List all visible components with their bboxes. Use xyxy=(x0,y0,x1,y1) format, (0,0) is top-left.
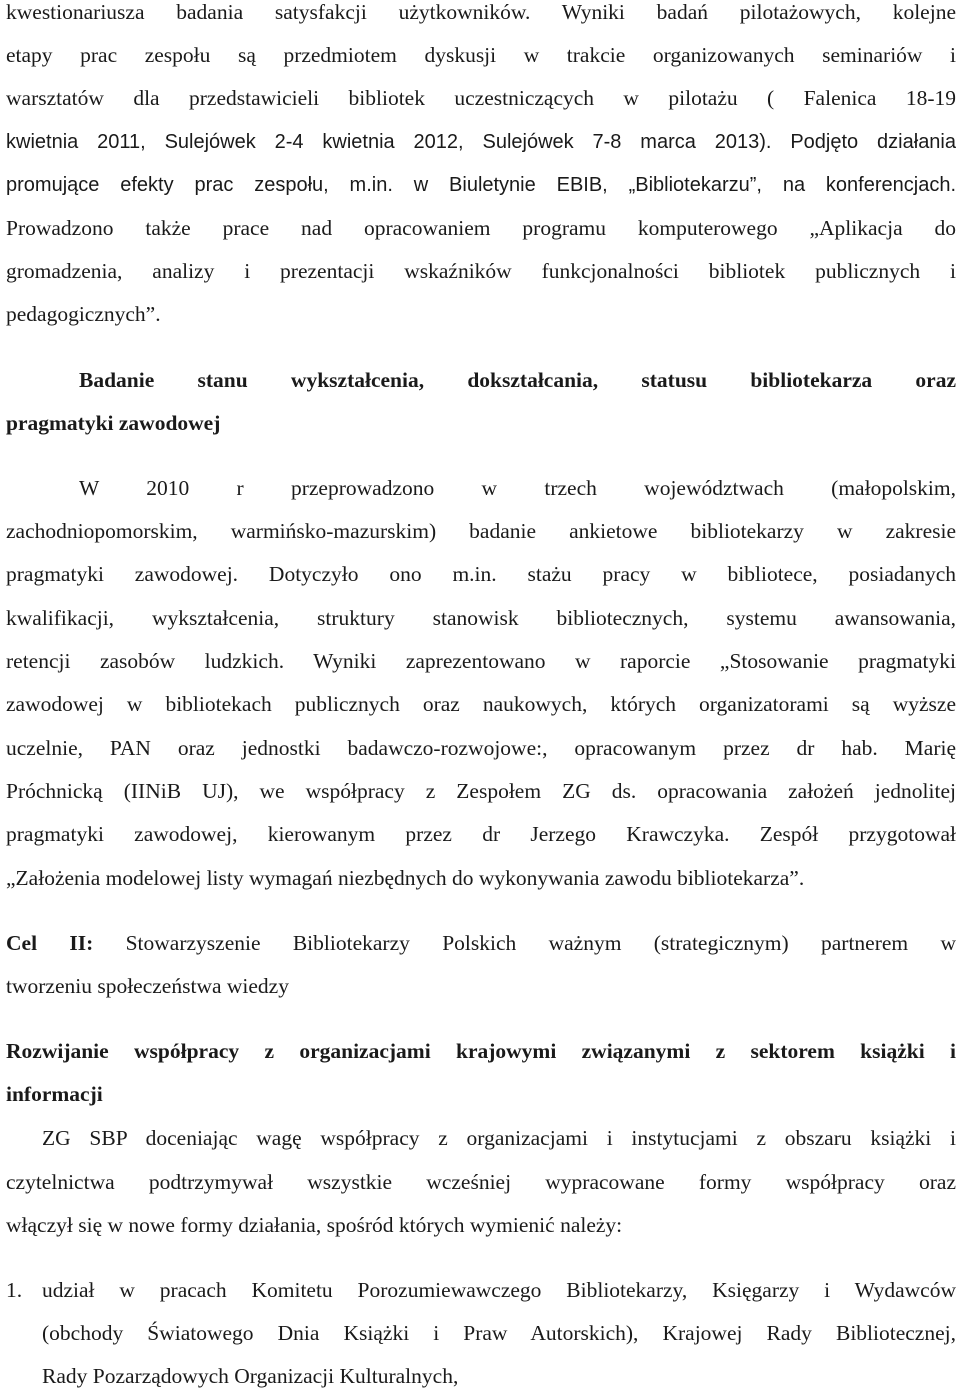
section-heading: informacji xyxy=(6,1082,103,1106)
list-item-line: udział w pracach Komitetu Porozumiewawczego Bibliotekarzy, Księgarzy i Wydawców xyxy=(42,1278,956,1302)
list-number: 1. xyxy=(6,1278,23,1302)
paragraph-line: pragmatyki zawodowej. Dotyczyło ono m.in. stażu pracy w bibliotece, posiadanych xyxy=(6,562,956,586)
paragraph-line: pragmatyki zawodowej, kierowanym przez dr Jerzego Krawczyka. Zespół przygotował xyxy=(6,822,956,846)
paragraph-line: zachodniopomorskim, warmińsko-mazurskim) badanie ankietowe bibliotekarzy w zakresie xyxy=(6,519,956,543)
paragraph-line: promujące efekty prac zespołu, m.in. w Biuletynie EBIB, „Bibliotekarzu”, na konferencjach. xyxy=(6,174,956,196)
goal-text: Stowarzyszenie Bibliotekarzy Polskich ważnym (strategicznym) partnerem w xyxy=(125,931,956,955)
goal-line xyxy=(6,928,956,958)
section-heading: Badanie stanu wykształcenia, dokształcania, statusu bibliotekarza oraz xyxy=(79,368,956,392)
paragraph-line: warsztatów dla przedstawicieli bibliotek uczestniczących w pilotażu ( Falenica 18-19 xyxy=(6,86,956,110)
list-item-line: Rady Pozarządowych Organizacji Kulturalnych, xyxy=(42,1364,459,1388)
paragraph-line: retencji zasobów ludzkich. Wyniki zaprezentowano w raporcie „Stosowanie pragmatyki xyxy=(6,649,956,673)
paragraph-line: pedagogicznych”. xyxy=(6,302,161,326)
paragraph-line: włączył się w nowe formy działania, spośród których wymienić należy: xyxy=(6,1213,623,1237)
paragraph-line: ZG SBP doceniając wagę współpracy z organizacjami i instytucjami z obszaru książki i xyxy=(42,1126,956,1150)
paragraph-line: „Założenia modelowej listy wymagań niezbędnych do wykonywania zawodu bibliotekarza”. xyxy=(6,866,805,890)
goal-label: Cel II: xyxy=(6,931,94,955)
paragraph-line: kwalifikacji, wykształcenia, struktury stanowisk bibliotecznych, systemu awansowania, xyxy=(6,606,956,630)
paragraph-line: etapy prac zespołu są przedmiotem dyskusji w trakcie organizowanych seminariów i xyxy=(6,43,956,67)
paragraph-line: uczelnie, PAN oraz jednostki badawczo-rozwojowe:, opracowanym przez dr hab. Marię xyxy=(6,736,956,760)
paragraph-line: gromadzenia, analizy i prezentacji wskaźników funkcjonalności bibliotek publicznych i xyxy=(6,259,956,283)
section-heading: Rozwijanie współpracy z organizacjami krajowymi związanymi z sektorem książki i xyxy=(6,1039,956,1063)
paragraph-line: zawodowej w bibliotekach publicznych oraz naukowych, których organizatorami są wyższe xyxy=(6,692,956,716)
goal-line: tworzeniu społeczeństwa wiedzy xyxy=(6,974,289,998)
paragraph-line: Próchnicką (IINiB UJ), we współpracy z Zespołem ZG ds. opracowania założeń jednolitej xyxy=(6,779,956,803)
paragraph-line: kwestionariusza badania satysfakcji użytkowników. Wyniki badań pilotażowych, kolejne xyxy=(6,0,956,24)
paragraph-line: kwietnia 2011, Sulejówek 2-4 kwietnia 2012, Sulejówek 7-8 marca 2013). Podjęto działania xyxy=(6,131,956,153)
paragraph-line: W 2010 r przeprowadzono w trzech województwach (małopolskim, xyxy=(79,476,956,500)
list-item-line: (obchody Światowego Dnia Książki i Praw Autorskich), Krajowej Rady Bibliotecznej, xyxy=(42,1321,956,1345)
paragraph-line: czytelnictwa podtrzymywał wszystkie wcześniej wypracowane formy współpracy oraz xyxy=(6,1170,956,1194)
paragraph-line: Prowadzono także prace nad opracowaniem programu komputerowego „Aplikacja do xyxy=(6,216,956,240)
section-heading: pragmatyki zawodowej xyxy=(6,411,221,435)
